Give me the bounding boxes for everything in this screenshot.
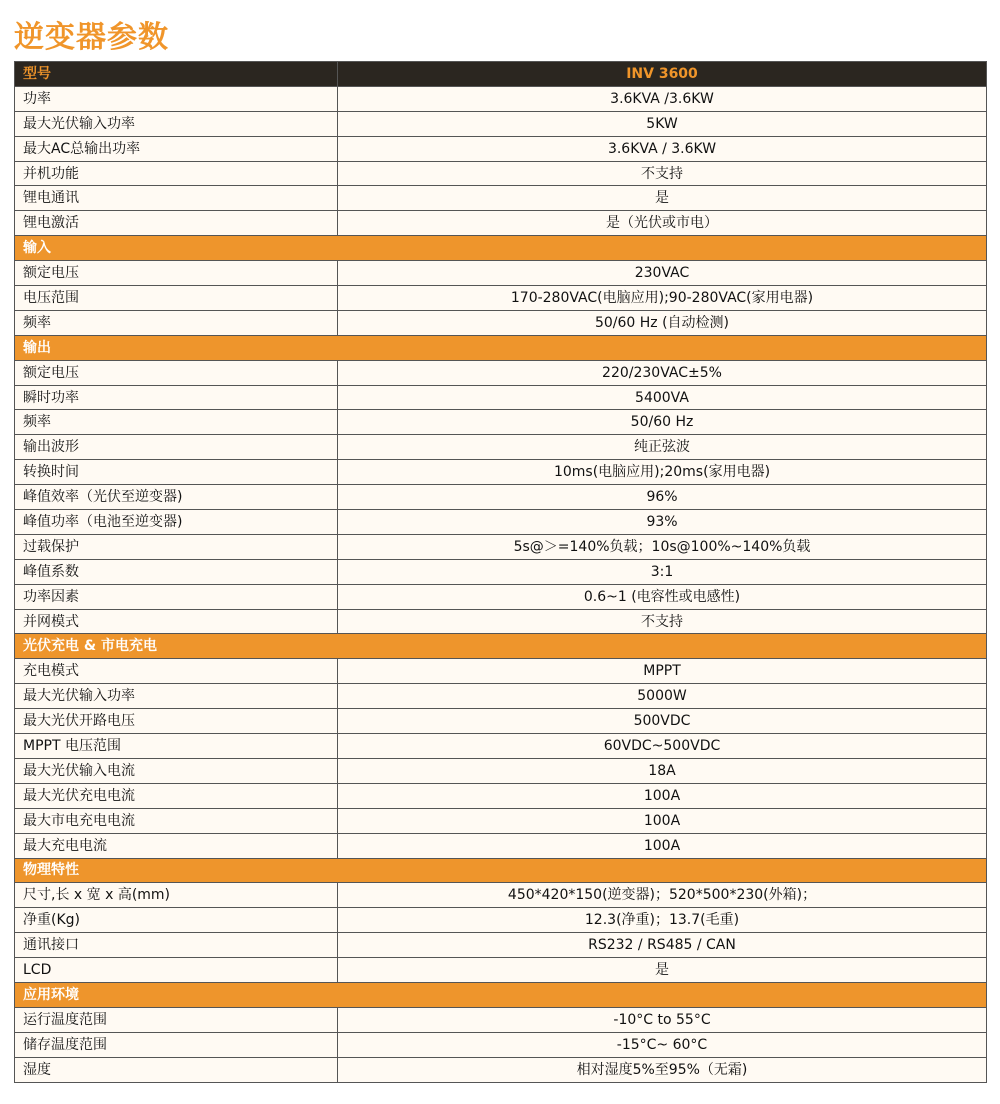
page-title: 逆变器参数 xyxy=(14,20,169,55)
param-name: 充电模式 xyxy=(15,659,338,684)
table-row xyxy=(15,659,987,684)
param-value: 18A xyxy=(338,758,987,783)
table-row xyxy=(15,410,987,435)
model-label: 型号 xyxy=(15,62,338,87)
model-value: INV 3600 xyxy=(338,62,987,87)
param-value: 100A xyxy=(338,808,987,833)
param-name: 并机功能 xyxy=(15,161,338,186)
param-value: RS232 / RS485 / CAN xyxy=(338,933,987,958)
table-row xyxy=(15,609,987,634)
param-name: 输出波形 xyxy=(15,435,338,460)
param-name: 功率因素 xyxy=(15,584,338,609)
param-value: 100A xyxy=(338,783,987,808)
table-row xyxy=(15,310,987,335)
param-name: 最大光伏输入功率 xyxy=(15,111,338,136)
table-row xyxy=(15,261,987,286)
table-row xyxy=(15,709,987,734)
param-name: 最大充电电流 xyxy=(15,833,338,858)
table-row xyxy=(15,684,987,709)
param-value: 5000W xyxy=(338,684,987,709)
param-name: 频率 xyxy=(15,410,338,435)
param-name: 功率 xyxy=(15,86,338,111)
section-title: 输出 xyxy=(15,335,987,360)
param-name: 最大AC总输出功率 xyxy=(15,136,338,161)
param-value: 12.3(净重)；13.7(毛重) xyxy=(338,908,987,933)
param-name: 最大市电充电电流 xyxy=(15,808,338,833)
param-value: MPPT xyxy=(338,659,987,684)
table-row xyxy=(15,534,987,559)
table-row xyxy=(15,883,987,908)
param-name: 过载保护 xyxy=(15,534,338,559)
table-row xyxy=(15,1032,987,1057)
param-name: 锂电激活 xyxy=(15,211,338,236)
table-row xyxy=(15,758,987,783)
param-value: 50/60 Hz (自动检测) xyxy=(338,310,987,335)
param-value: 不支持 xyxy=(338,609,987,634)
section-title: 光伏充电 & 市电充电 xyxy=(15,634,987,659)
param-name: 湿度 xyxy=(15,1057,338,1082)
param-value: 60VDC~500VDC xyxy=(338,734,987,759)
param-value: -15°C~ 60°C xyxy=(338,1032,987,1057)
table-row xyxy=(15,510,987,535)
param-name: 运行温度范围 xyxy=(15,1007,338,1032)
table-row xyxy=(15,783,987,808)
param-value: -10°C to 55°C xyxy=(338,1007,987,1032)
param-name: 锂电通讯 xyxy=(15,186,338,211)
section-header-row xyxy=(15,634,987,659)
param-name: 最大光伏输入电流 xyxy=(15,758,338,783)
param-value: 3.6KVA /3.6KW xyxy=(338,86,987,111)
param-value: 3.6KVA / 3.6KW xyxy=(338,136,987,161)
param-value: 50/60 Hz xyxy=(338,410,987,435)
table-row xyxy=(15,161,987,186)
table-row xyxy=(15,808,987,833)
param-name: 最大光伏开路电压 xyxy=(15,709,338,734)
table-row xyxy=(15,360,987,385)
param-value: 230VAC xyxy=(338,261,987,286)
param-value: 96% xyxy=(338,485,987,510)
param-value: 100A xyxy=(338,833,987,858)
param-name: MPPT 电压范围 xyxy=(15,734,338,759)
table-row xyxy=(15,734,987,759)
param-name: 峰值系数 xyxy=(15,559,338,584)
param-value: 5KW xyxy=(338,111,987,136)
table-header-row xyxy=(15,62,987,87)
table-row xyxy=(15,933,987,958)
section-header-row xyxy=(15,236,987,261)
param-value: 450*420*150(逆变器)；520*500*230(外箱)； xyxy=(338,883,987,908)
table-row xyxy=(15,211,987,236)
table-row xyxy=(15,559,987,584)
param-name: 额定电压 xyxy=(15,360,338,385)
param-name: 尺寸,长 x 宽 x 高(mm) xyxy=(15,883,338,908)
table-row xyxy=(15,286,987,311)
param-name: 转换时间 xyxy=(15,460,338,485)
table-row xyxy=(15,1007,987,1032)
table-row xyxy=(15,908,987,933)
param-name: 峰值功率（电池至逆变器) xyxy=(15,510,338,535)
param-name: 并网模式 xyxy=(15,609,338,634)
param-value: 是 xyxy=(338,186,987,211)
param-name: 净重(Kg) xyxy=(15,908,338,933)
section-title: 输入 xyxy=(15,236,987,261)
table-row xyxy=(15,385,987,410)
param-value: 5400VA xyxy=(338,385,987,410)
section-header-row xyxy=(15,982,987,1007)
param-name: LCD xyxy=(15,958,338,983)
section-header-row xyxy=(15,335,987,360)
param-value: 不支持 xyxy=(338,161,987,186)
table-row xyxy=(15,584,987,609)
param-name: 最大光伏输入功率 xyxy=(15,684,338,709)
param-value: 是（光伏或市电） xyxy=(338,211,987,236)
param-value: 500VDC xyxy=(338,709,987,734)
param-name: 电压范围 xyxy=(15,286,338,311)
table-row xyxy=(15,86,987,111)
param-value: 170-280VAC(电脑应用);90-280VAC(家用电器) xyxy=(338,286,987,311)
table-row xyxy=(15,958,987,983)
param-name: 峰值效率（光伏至逆变器) xyxy=(15,485,338,510)
table-row xyxy=(15,136,987,161)
param-value: 5s@＞=140%负载；10s@100%~140%负载 xyxy=(338,534,987,559)
param-name: 频率 xyxy=(15,310,338,335)
param-value: 93% xyxy=(338,510,987,535)
table-row xyxy=(15,186,987,211)
param-name: 最大光伏充电电流 xyxy=(15,783,338,808)
param-name: 储存温度范围 xyxy=(15,1032,338,1057)
table-row xyxy=(15,435,987,460)
param-value: 3:1 xyxy=(338,559,987,584)
param-name: 瞬时功率 xyxy=(15,385,338,410)
section-header-row xyxy=(15,858,987,883)
table-row xyxy=(15,833,987,858)
section-title: 物理特性 xyxy=(15,858,987,883)
param-value: 相对湿度5%至95%（无霜) xyxy=(338,1057,987,1082)
table-row xyxy=(15,1057,987,1082)
param-name: 额定电压 xyxy=(15,261,338,286)
table-row xyxy=(15,111,987,136)
spec-table-body xyxy=(15,62,987,1083)
param-value: 0.6~1 (电容性或电感性) xyxy=(338,584,987,609)
table-row xyxy=(15,460,987,485)
section-title: 应用环境 xyxy=(15,982,987,1007)
param-value: 10ms(电脑应用);20ms(家用电器) xyxy=(338,460,987,485)
param-value: 220/230VAC±5% xyxy=(338,360,987,385)
param-name: 通讯接口 xyxy=(15,933,338,958)
param-value: 纯正弦波 xyxy=(338,435,987,460)
spec-table xyxy=(14,61,987,1083)
param-value: 是 xyxy=(338,958,987,983)
table-row xyxy=(15,485,987,510)
